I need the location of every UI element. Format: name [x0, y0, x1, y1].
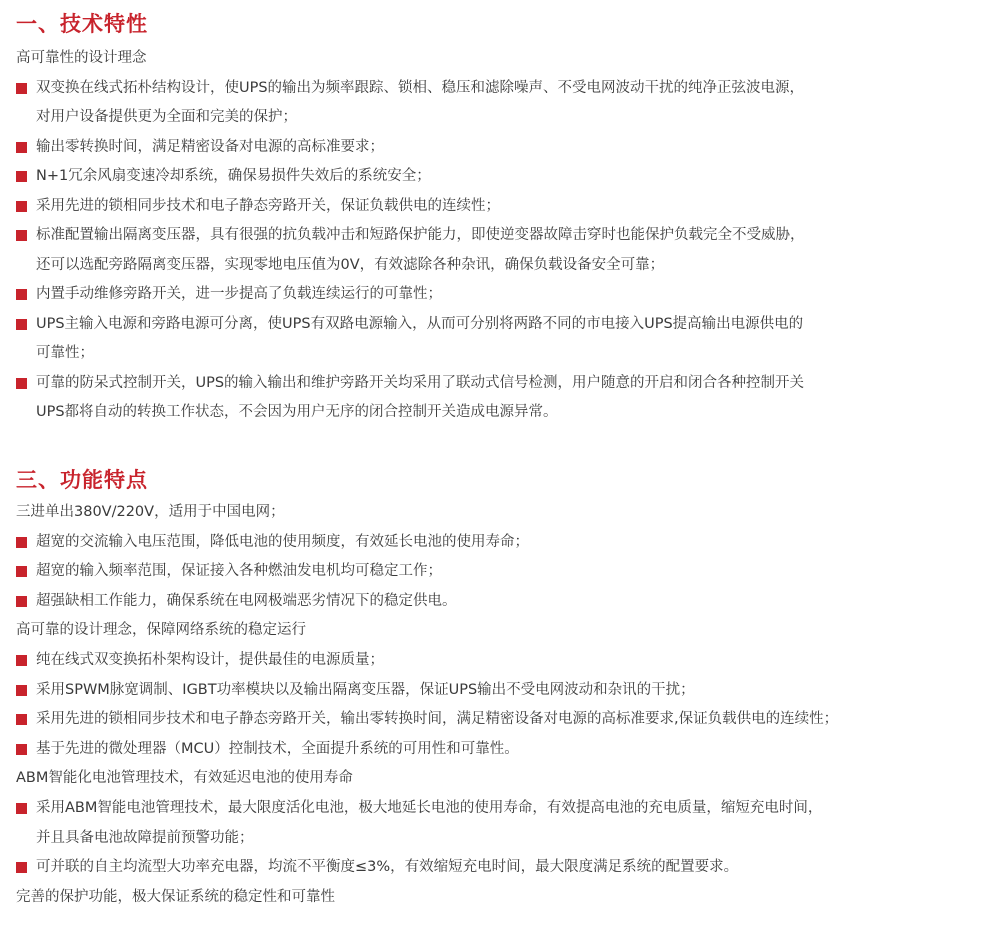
bullet-item-continuation	[16, 343, 994, 363]
section-heading-tech: 一、技术特性	[16, 12, 148, 36]
bullet-item-continuation-text: 对用户设备提供更为全面和完美的保护；	[36, 109, 297, 125]
bullet-item-continuation	[16, 402, 994, 422]
bullet-item-text: 超宽的输入频率范围，保证接入各种燃油发电机均可稳定工作；	[36, 563, 442, 580]
bullet-item-text: 输出零转换时间，满足精密设备对电源的高标准要求；	[36, 138, 384, 155]
bullet-square-icon	[16, 744, 27, 755]
bullet-square-icon	[16, 319, 27, 330]
bullet-item-text: 采用先进的锁相同步技术和电子静态旁路开关，输出零转换时间，满足精密设备对电源的高标准要求,保证负载供电的连续性；	[36, 711, 839, 728]
bullet-item-continuation	[16, 255, 994, 275]
bullet-square-icon	[16, 803, 27, 814]
bullet-item	[16, 680, 994, 700]
bullet-item-text: 采用SPWM脉宽调制、IGBT功率模块以及输出隔离变压器，保证UPS输出不受电网波动和杂讯的干扰；	[36, 681, 695, 698]
bullet-item	[16, 650, 994, 670]
bullet-item-text: N+1冗余风扇变速冷却系统，确保易损件失效后的系统安全；	[36, 168, 431, 184]
bullet-item-continuation	[16, 828, 994, 848]
section-subtitle	[16, 48, 994, 68]
bullet-item-text: UPS主输入电源和旁路电源可分离，使UPS有双路电源输入，从而可分别将两路不同的市电接入UPS提高输出电源供电的	[36, 315, 804, 332]
bullet-square-icon	[16, 230, 27, 241]
bullet-square-icon	[16, 201, 27, 212]
bullet-item	[16, 591, 994, 611]
bullet-item-text: 采用先进的锁相同步技术和电子静态旁路开关，保证负载供电的连续性；	[36, 197, 500, 214]
bullet-square-icon	[16, 685, 27, 696]
group-title	[16, 620, 994, 640]
group-title	[16, 768, 994, 788]
bullet-item-text: 内置手动维修旁路开关，进一步提高了负载连续运行的可靠性；	[36, 286, 442, 302]
bullet-item-text: 双变换在线式拓朴结构设计，使UPS的输出为频率跟踪、锁相、稳压和滤除噪声、不受电网波动干扰的纯净正弦波电源，	[36, 79, 805, 96]
bullet-item-text: 超宽的交流输入电压范围，降低电池的使用频度，有效延长电池的使用寿命；	[36, 533, 529, 550]
bullet-item	[16, 798, 994, 818]
group-title-text: 三进单出380V/220V，适用于中国电网；	[16, 504, 285, 520]
bullet-item-text: 可并联的自主均流型大功率充电器，均流不平衡度≤3%，有效缩短充电时间，最大限度满足系统的配置要求。	[36, 859, 739, 876]
bullet-square-icon	[16, 714, 27, 725]
bullet-item-text: 基于先进的微处理器（MCU）控制技术，全面提升系统的可用性和可靠性。	[36, 740, 519, 757]
bullet-item-continuation-text: 还可以选配旁路隔离变压器，实现零地电压值为0V，有效滤除各种杂讯，确保负载设备安全可靠；	[36, 256, 665, 273]
bullet-item-continuation-text: UPS都将自动的转换工作状态，不会因为用户无序的闭合控制开关造成电源异常。	[36, 404, 558, 420]
bullet-item	[16, 196, 994, 216]
group-title-text: ABM智能化电池管理技术，有效延迟电池的使用寿命	[16, 770, 353, 787]
bullet-item	[16, 739, 994, 759]
bullet-square-icon	[16, 566, 27, 577]
section-heading-features: 三、功能特点	[16, 468, 148, 492]
section-subtitle-text: 高可靠性的设计理念	[16, 50, 147, 66]
bullet-item	[16, 166, 994, 186]
bullet-item	[16, 137, 994, 157]
group-title	[16, 887, 994, 907]
bullet-item	[16, 561, 994, 581]
bullet-square-icon	[16, 537, 27, 548]
bullet-item-text: 标准配置输出隔离变压器，具有很强的抗负载冲击和短路保护能力，即使逆变器故障击穿时也能保护负载完全不受威胁，	[36, 227, 805, 243]
bullet-item	[16, 373, 994, 393]
bullet-square-icon	[16, 596, 27, 607]
bullet-item	[16, 709, 994, 729]
bullet-item	[16, 225, 994, 245]
bullet-item	[16, 284, 994, 304]
group-title-text: 高可靠的设计理念，保障网络系统的稳定运行	[16, 622, 306, 639]
bullet-square-icon	[16, 142, 27, 153]
group-title	[16, 502, 994, 522]
bullet-item	[16, 857, 994, 877]
bullet-square-icon	[16, 862, 27, 873]
bullet-item-continuation	[16, 107, 994, 127]
bullet-item	[16, 78, 994, 98]
bullet-item	[16, 532, 994, 552]
bullet-square-icon	[16, 83, 27, 94]
bullet-item	[16, 314, 994, 334]
bullet-item-text: 采用ABM智能电池管理技术，最大限度活化电池，极大地延长电池的使用寿命，有效提高电池的充电质量，缩短充电时间，	[36, 800, 823, 816]
bullet-item-text: 可靠的防呆式控制开关，UPS的输入输出和维护旁路开关均采用了联动式信号检测，用户随意的开启和闭合各种控制开关	[36, 374, 805, 391]
bullet-item-continuation-text: 并且具备电池故障提前预警功能；	[36, 829, 254, 846]
bullet-square-icon	[16, 171, 27, 182]
bullet-item-text: 纯在线式双变换拓朴架构设计，提供最佳的电源质量；	[36, 652, 384, 668]
group-title-text: 完善的保护功能，极大保证系统的稳定性和可靠性	[16, 888, 335, 905]
bullet-square-icon	[16, 378, 27, 389]
bullet-square-icon	[16, 289, 27, 300]
bullet-item-continuation-text: 可靠性；	[36, 345, 94, 361]
bullet-item-text: 超强缺相工作能力，确保系统在电网极端恶劣情况下的稳定供电。	[36, 592, 457, 609]
bullet-square-icon	[16, 655, 27, 666]
